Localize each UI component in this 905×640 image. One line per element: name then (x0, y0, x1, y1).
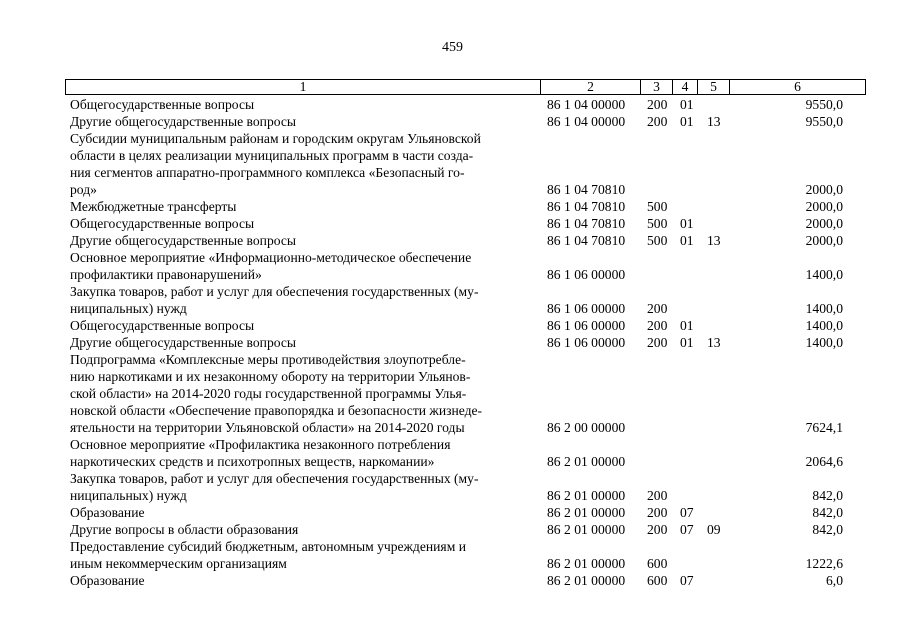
table-row (0, 215, 905, 232)
row-code: 86 1 04 00000 (547, 114, 626, 129)
row-col-5: 09 (707, 522, 721, 537)
row-amount: 2000,0 (805, 199, 843, 214)
row-name: Образование (70, 573, 145, 588)
table-row (0, 521, 905, 538)
table-body (0, 96, 905, 589)
row-code: 86 1 04 70810 (547, 233, 626, 248)
row-name: Основное мероприятие «Информационно-методическое обеспечение профилактики правонарушений» (70, 250, 472, 282)
row-name: Общегосударственные вопросы (70, 318, 255, 333)
row-code: 86 2 01 00000 (547, 556, 626, 571)
row-col-5: 13 (707, 335, 721, 350)
row-name: Другие общегосударственные вопросы (70, 114, 297, 129)
row-col-3: 200 (647, 335, 668, 350)
row-col-4: 01 (680, 318, 694, 333)
row-col-5: 13 (707, 114, 721, 129)
row-code: 86 1 04 70810 (547, 182, 626, 197)
row-col-4: 01 (680, 97, 694, 112)
table-row (0, 130, 905, 198)
row-code: 86 2 01 00000 (547, 454, 626, 469)
table-row (0, 572, 905, 589)
row-col-3: 500 (647, 233, 668, 248)
row-col-3: 200 (647, 114, 668, 129)
row-name: Другие вопросы в области образования (70, 522, 299, 537)
row-amount: 1400,0 (805, 301, 843, 316)
row-amount: 1400,0 (805, 335, 843, 350)
row-amount: 842,0 (812, 522, 843, 537)
table-row (0, 351, 905, 436)
row-amount: 2064,6 (805, 454, 843, 469)
row-name: Закупка товаров, работ и услуг для обеспечения государственных (му- ниципальных) нужд (70, 284, 479, 316)
header-col-3: 3 (641, 80, 673, 94)
row-amount: 1222,6 (805, 556, 843, 571)
row-name: Другие общегосударственные вопросы (70, 233, 297, 248)
row-name: Подпрограмма «Комплексные меры противодействия злоупотребле- нию наркотиками и их незаконному обороту на территории Ульянов- ской области» на 2014-2020 годы государственной программы Улья- новской области «Обеспечение правопорядка и безопасности жизнеде- ятельности на территории Ульяновской области» на 2014-2020 годы (70, 352, 483, 435)
table-row (0, 198, 905, 215)
table-row (0, 470, 905, 504)
row-col-3: 200 (647, 301, 668, 316)
row-amount: 2000,0 (805, 233, 843, 248)
table-row (0, 504, 905, 521)
row-col-3: 500 (647, 216, 668, 231)
row-code: 86 2 01 00000 (547, 505, 626, 520)
row-col-3: 600 (647, 573, 668, 588)
row-col-3: 200 (647, 522, 668, 537)
table-row (0, 232, 905, 249)
table-row (0, 317, 905, 334)
row-code: 86 2 01 00000 (547, 522, 626, 537)
header-col-6: 6 (794, 79, 801, 94)
row-col-3: 200 (647, 97, 668, 112)
row-amount: 1400,0 (805, 318, 843, 333)
row-amount: 6,0 (826, 573, 843, 588)
row-col-4: 07 (680, 505, 694, 520)
table-row (0, 96, 905, 113)
header-col-4: 4 (673, 80, 698, 94)
row-code: 86 1 04 70810 (547, 199, 626, 214)
row-amount: 842,0 (812, 505, 843, 520)
row-name: Закупка товаров, работ и услуг для обеспечения государственных (му- ниципальных) нужд (70, 471, 479, 503)
row-name: Предоставление субсидий бюджетным, автономным учреждениям и иным некоммерческим организациям (70, 539, 466, 571)
row-code: 86 1 06 00000 (547, 335, 626, 350)
table-row (0, 334, 905, 351)
row-amount: 1400,0 (805, 267, 843, 282)
header-col-2: 2 (541, 80, 641, 94)
row-col-4: 01 (680, 114, 694, 129)
table-header (65, 79, 866, 95)
table-row (0, 436, 905, 470)
row-amount: 9550,0 (805, 97, 843, 112)
row-name: Общегосударственные вопросы (70, 216, 255, 231)
row-code: 86 1 06 00000 (547, 318, 626, 333)
row-name: Межбюджетные трансферты (70, 199, 237, 214)
row-col-5: 13 (707, 233, 721, 248)
row-name: Другие общегосударственные вопросы (70, 335, 297, 350)
row-col-4: 01 (680, 335, 694, 350)
row-name: Основное мероприятие «Профилактика незаконного потребления наркотических средств и психотропных веществ, наркомании» (70, 437, 451, 469)
row-col-4: 01 (680, 216, 694, 231)
table-row (0, 113, 905, 130)
row-name: Образование (70, 505, 145, 520)
row-amount: 2000,0 (805, 216, 843, 231)
row-col-4: 07 (680, 522, 694, 537)
row-col-3: 500 (647, 199, 668, 214)
row-amount: 9550,0 (805, 114, 843, 129)
row-code: 86 1 04 70810 (547, 216, 626, 231)
row-col-3: 200 (647, 488, 668, 503)
row-code: 86 2 01 00000 (547, 573, 626, 588)
table-row (0, 283, 905, 317)
row-col-3: 600 (647, 556, 668, 571)
row-col-3: 200 (647, 505, 668, 520)
table-row (0, 249, 905, 283)
row-code: 86 2 01 00000 (547, 488, 626, 503)
row-code: 86 2 00 00000 (547, 420, 626, 435)
row-amount: 842,0 (812, 488, 843, 503)
page-number: 459 (442, 40, 463, 55)
row-amount: 2000,0 (805, 182, 843, 197)
row-code: 86 1 06 00000 (547, 301, 626, 316)
header-col-5: 5 (698, 80, 730, 94)
header-col-1: 1 (66, 80, 541, 94)
row-amount: 7624,1 (805, 420, 843, 435)
row-col-3: 200 (647, 318, 668, 333)
row-name: Общегосударственные вопросы (70, 97, 255, 112)
row-code: 86 1 06 00000 (547, 267, 626, 282)
table-row (0, 538, 905, 572)
row-name: Субсидии муниципальным районам и городским округам Ульяновской области в целях реализации муниципальных программ в части созда- ния сегментов аппаратно-программного комплекса «Безопасный го- род» (70, 131, 481, 197)
row-col-4: 07 (680, 573, 694, 588)
row-col-4: 01 (680, 233, 694, 248)
row-code: 86 1 04 00000 (547, 97, 626, 112)
